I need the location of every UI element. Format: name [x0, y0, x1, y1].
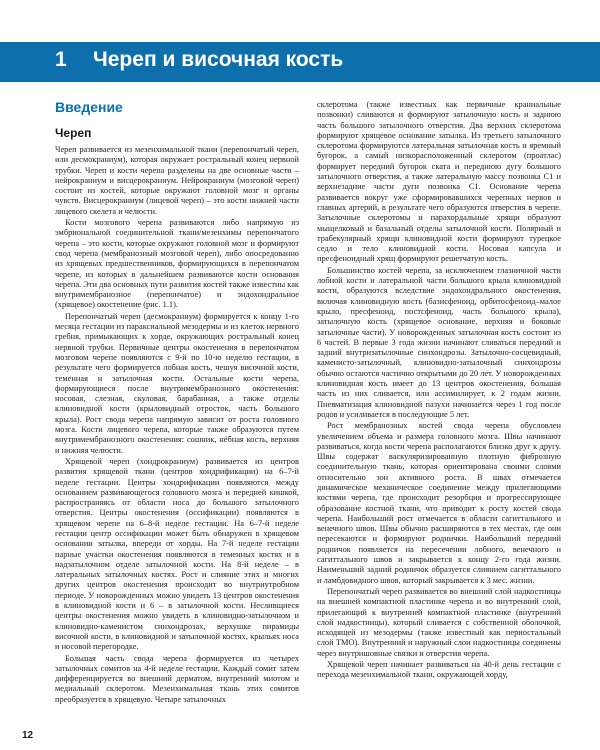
chapter-title: Череп и височная кость	[93, 48, 344, 71]
paragraph: Большая часть свода черепа формируется из четырех затылочных сомитов на 4-й неделе гестации. Каждый сомит затем дифференцируется во внешний дерматом, внутренний миотом и медиальный склеротом. Мезенхимальная ткань этих сомитов преобразуется в хрящевую. Четыре затылочных	[55, 653, 299, 704]
paragraph: Рост мембранозных костей свода черепа обусловлен увеличением объема и размера головного мозга. Швы начинают развиваться, когда кости черепа располагаются близко друг к другу. Швы содержат васкуляризированную плотную фиброзную соединительную ткань, которая ориентирована своими слоями относительно зон активного роста. В швах отмечается динамическое механическое соединение между прилегающими костями черепа, где происходит резорбция и прогрессирующее образование костной ткани, что приводит к росту костей свода черепа. Наибольший рост отмечается в области сагиттального и венечного швов. Швы обычно расширяются в тех местах, где они пересекаются и формируют роднички. Наибольший передний родничок появляется на пересечении лобного, венечного и сагиттального швов и закрывается к концу 2-го года жизни. Наименьший задний родничок образуется слиянием сагиттального и ламбдовидного швов, который закрывается к 3 мес. жизни.	[317, 421, 561, 585]
section-title: Введение	[55, 99, 123, 115]
paragraph: Перепончатый череп (десмокраниум) формируется к концу 1-го месяца гестации из параксиальной мезодермы и из клеток нервного гребня, примыкающих к хорде, окружающих ростральный конец нервной трубки. Первичные центры окостенения в перепончатом мозговом черепе появляются с 9-й по 10-ю неделю гестации, в результате чего формируется лобная кость, чешуя височной кости, теменная и затылочная кости. Остальные кости черепа, формирующиеся после внутримембранозного окостенения: носовая, слезная, скуловая, барабанная, а также отделы клиновидной кости (крыловидный отросток, часть большого крыла). Рост свода черепа напрямую зависит от роста головного мозга. Кости лицевого черепа, которые также образуются путем внутримембранозного окостенения: сошник, нёбная кость, верхняя и нижняя челюсти.	[55, 311, 299, 455]
paragraph: Кости мозгового черепа развиваются либо напрямую из эмбриональной соединительной ткани/мезенхимы перепончатого черепа – это кости, которые окружают головной мозг и формируют свод черепа (мембранозный мозговой череп), либо опосредованно из хрящевых предшественников, формирующихся в перепончатом черепе, из которых в дальнейшем развиваются кости основания черепа. Эти два основных пути развития костей также известны как внутримембранозное (перепончатое) и эндохондральное (хрящевое) окостенение (рис. 1.1).	[55, 218, 299, 310]
right-column	[317, 100, 561, 732]
chapter-heading	[55, 48, 343, 72]
paragraph: Перепончатый череп развивается во внешний слой надкостницы на внешней компактной пластинке черепа и во внутренний слой, прилегающий к внутренней компактной пластинке (внутренний слой надкостницы), который сливается с собственной оболочкой, исходящей из мезодермы (также известный как периостальный слой ТМО). Внутренний и наружный слои надкостницы соединены через внутришовные связки и отверстия черепа.	[317, 586, 561, 658]
paragraph: склеротома (также известных как первичные краниальные позвонки) сливаются и формируют затылочную кость и заднюю часть большого затылочного отверстия. Два верхних склеротома формируют хрящевое основание затылка. Из третьего затылочного склеротома формируются латеральная затылочная кость и яремный бугорок, а самый низкорасположенный склеротом (проатлас) формирует передний бугорок ската и переднюю дугу большого затылочного отверстия, а также латеральную массу позвонка С1 и верхнезадние части дуги позвонка С1. Основание черепа развивается вокруг уже сформировавшихся черепных нервов и главных артерий, в результате чего образуются отверстия в черепе. Затылочные склеротомы и парахордальные хрящи образуют мыщелковый и базальный отделы затылочной кости. Полярный и трабекулярный хрящи клиновидной кости формируют турецкое седло и тело клиновидной кости. Носовая капсула и пресфеноидный хрящ формируют решетчатую кость.	[317, 100, 561, 264]
paragraph: Хрящевой череп (хондрокраниум) развивается из центров развития хрящевой ткани (центров хондрификации) на 6–7-й неделе гестации. Центры хондрификации появляются между основанием развивающегося головного мозга и передней кишкой, распространяясь от области носа до большого затылочного отверстия. Центры окостенения (оссификации) появляются в хрящевом черепе на 6–8-й неделе гестации. На 6–7-й неделе гестации центр оссификации может быть обнаружен в хрящевом основании затылка, впереди от хорды. На 7-й неделе гестации парные участки окостенения появляются в теменных костях и в надзатылочном отделе затылочной кости. На 8-й неделе – в латеральных затылочных костях. Рост и слияние этих и многих других центров окостенения происходит во внутриутробном периоде. У новорожденных можно увидеть 13 центров окостенения в клиновидной кости и 6 – в затылочной кости. Несливщиеся центры окостенения можно увидеть в клиновидно-затылочном и клиновидно-каменистом синхондрозах, верхушке пирамиды височной кости, в клиновидной и затылочной костях, крыльях носа и носовой перегородке.	[55, 456, 299, 652]
paragraph: Хрящевой череп начинает развиваться на 40-й день гестации с перехода мезенхимальной ткани, окружающей хорду,	[317, 660, 561, 680]
subsection-title: Череп	[55, 126, 92, 140]
paragraph: Череп развивается из мезенхимальной ткани (перепончатый череп, или десмокраниум), которая окружает ростральный конец нервной трубки. Череп и кости черепа разделены на две основные части – нейрокраниум и висцерокраниум. Нейрокраниум (мозговой череп) состоит из костей, которые окружают головной мозг и органы чувств. Висцерокраниум (лицевой череп) – это кости нижней части лицевого скелета и челюсти.	[55, 145, 299, 216]
left-column	[55, 145, 299, 730]
paragraph: Большинство костей черепа, за исключением глазничной части лобной кости и латеральной части большого крыла клиновидной кости, образуются вследствие эндохондрального окостенения, включая клиновидную кость (базисфеноид, орбитосфеноид–малое крыло, пресфеноид, постсфеноид, часть большого крыла), затылочную кость (хрящевое основание, верхняя и боковые затылочные части). У новорожденных затылочная кость состоит из 6 частей. В первые 3 года жизни начинают сливаться передний и задний внутризатылочные синхондрозы. Затылочно-сосцевидный, каменисто-затылочный, клиновидно-затылочный синхондрозы обычно остаются частично открытыми до 20 лет. У новорожденных клиновидная кость имеет до 13 центров окостенения, большая часть из них сливается, или ассимилирует, к 2 годам жизни. Пневматизация клиновидной пазухи начинается через 1 год после родов и усиливается в последующие 5 лет.	[317, 265, 561, 419]
page-number: 12	[22, 730, 34, 741]
chapter-number: 1	[55, 48, 67, 71]
